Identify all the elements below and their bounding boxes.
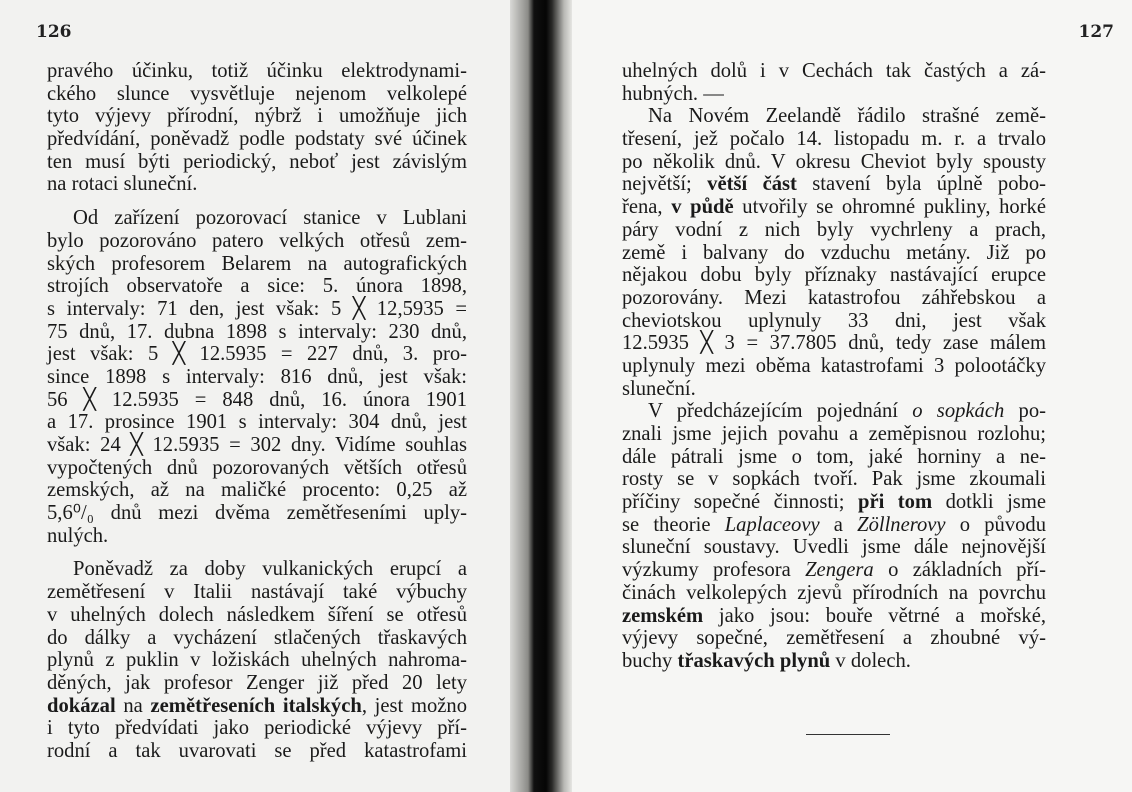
text-line: cheviotskou uplynuly 33 dni, jest však [622, 309, 1046, 332]
text-line: sluneční soustavy. Uvedli jsme dále nejnovější [622, 536, 1046, 559]
text-line: rodní a tak uvarovati se před katastrofami [47, 739, 467, 762]
text-line: 56 ╳ 12.5935 = 848 dnů, 16. února 1901 [47, 388, 467, 411]
text-line: výzkumy profesora Zengera o základních pří- [622, 559, 1046, 582]
left-page-text [47, 60, 467, 763]
text-line: s intervaly: 71 den, jest však: 5 ╳ 12,5935 = [47, 297, 467, 320]
text-line: v uhelných dolech následkem šíření se otřesů [47, 603, 467, 626]
end-rule [806, 734, 890, 735]
page-number-left: 126 [36, 22, 72, 42]
text-line: ských profesorem Belarem na autografických [47, 252, 467, 275]
text-line: pozorovány. Mezi katastrofou záhřebskou a [622, 286, 1046, 309]
text-line: do dálky a vycházení stlačených třaskavých [47, 626, 467, 649]
text-line: V předcházejícím pojednání o sopkách po- [648, 400, 1046, 423]
text-line: předvídání, poněvadž podle podstaty své účinek [47, 128, 467, 151]
left-page [0, 0, 510, 792]
text-line: uhelných dolů i v Cechách tak častých a zá- [622, 60, 1046, 82]
text-line: země i balvany do vzduchu metány. Již po [622, 241, 1046, 264]
text-line: největší; větší část stavení byla úplně pobo- [622, 173, 1046, 196]
text-line: výjevy sopečné, zemětřesení a zhoubné vý- [622, 627, 1046, 650]
right-page-text [622, 60, 1046, 673]
text-line: jest však: 5 ╳ 12.5935 = 227 dnů, 3. pro- [47, 343, 467, 366]
text-line: ckého slunce vysvětluje nejenom velkolepé [47, 82, 467, 105]
text-line: Poněvadž za doby vulkanických erupcí a [73, 558, 467, 581]
text-line: uplynuly mezi oběma katastrofami 3 polootáčky [622, 354, 1046, 377]
paragraph-gap [47, 196, 467, 207]
right-page [572, 0, 1132, 792]
text-line: po několik dnů. V okresu Cheviot byly spousty [622, 150, 1046, 173]
text-line: zemětřesení v Italii nastávají také výbuchy [47, 581, 467, 604]
text-line: Od zařízení pozorovací stanice v Lublani [73, 207, 467, 230]
text-line: hubných. — [622, 82, 724, 105]
text-line: zemských, až na maličké procento: 0,25 až [47, 479, 467, 502]
page-number-right: 127 [1078, 22, 1114, 42]
text-line: rosty se v sopkách tvoří. Pak jsme zkoumali [622, 468, 1046, 491]
text-line: tyto výjevy přírodní, nýbrž i umožňuje jich [47, 105, 467, 128]
text-line: Na Novém Zeelandě řádilo strašné země- [648, 105, 1046, 128]
text-line: řena, v půdě utvořily se ohromné pukliny, horké [622, 196, 1046, 219]
text-line: 12.5935 ╳ 3 = 37.7805 dnů, tedy zase málem [622, 332, 1046, 355]
paragraph-gap [47, 547, 467, 558]
text-line: zemském jako jsou: bouře větrné a mořské, [622, 604, 1046, 627]
text-line: znali jsme jejich povahu a zeměpisnou rozlohu; [622, 423, 1046, 445]
text-line: třesení, jež počalo 14. listopadu m. r. a trvalo [622, 128, 1046, 151]
text-line: a 17. prosince 1901 s intervaly: 304 dnů, jest [47, 411, 467, 434]
text-line: se theorie Laplaceovy a Zöllnerovy o původu [622, 513, 1046, 536]
text-line: nulých. [47, 524, 109, 547]
text-line: sluneční. [622, 377, 696, 400]
text-line: na rotaci sluneční. [47, 173, 198, 196]
text-line: ten musí býti periodický, neboť jest závislým [47, 150, 467, 173]
text-line: since 1898 s intervaly: 816 dnů, jest však: [47, 365, 467, 388]
text-line: buchy třaskavých plynů v dolech. [622, 649, 911, 672]
text-line: 75 dnů, 17. dubna 1898 s intervaly: 230 dnů, [47, 320, 467, 343]
text-line: páry vodní z nich byly vychrleny a prach, [622, 218, 1046, 241]
text-line: činách velkolepých zjevů přírodních na povrchu [622, 581, 1046, 604]
book-gutter [510, 0, 572, 792]
text-line: vypočtených dnů pozorovaných větších otřesů [47, 456, 467, 479]
text-line: strojích observatoře a sice: 5. února 1898, [47, 275, 467, 298]
text-line: pravého účinku, totiž účinku elektrodynami- [47, 60, 467, 82]
text-line: plynů z puklin v ložiskách uhelných nahroma- [47, 649, 467, 672]
text-line: příčiny sopečné činnosti; při tom dotkli jsme [622, 491, 1046, 514]
text-line: i tyto předvídati jako periodické výjevy pří- [47, 717, 467, 740]
text-line: dále pátrali jsme o tom, jaké horniny a ne- [622, 445, 1046, 468]
text-line: 5,6⁰/₀ dnů mezi dvěma zemětřeseními uply- [47, 502, 467, 525]
text-line: však: 24 ╳ 12.5935 = 302 dny. Vidíme souhlas [47, 434, 467, 456]
text-line: bylo pozorováno patero velkých otřesů zem- [47, 229, 467, 252]
text-line: děných, jak profesor Zenger již před 20 lety [47, 671, 467, 694]
text-line: dokázal na zemětřeseních italských, jest možno [47, 694, 468, 717]
text-line: nějakou dobu byly příznaky nastávající erupce [622, 264, 1046, 287]
